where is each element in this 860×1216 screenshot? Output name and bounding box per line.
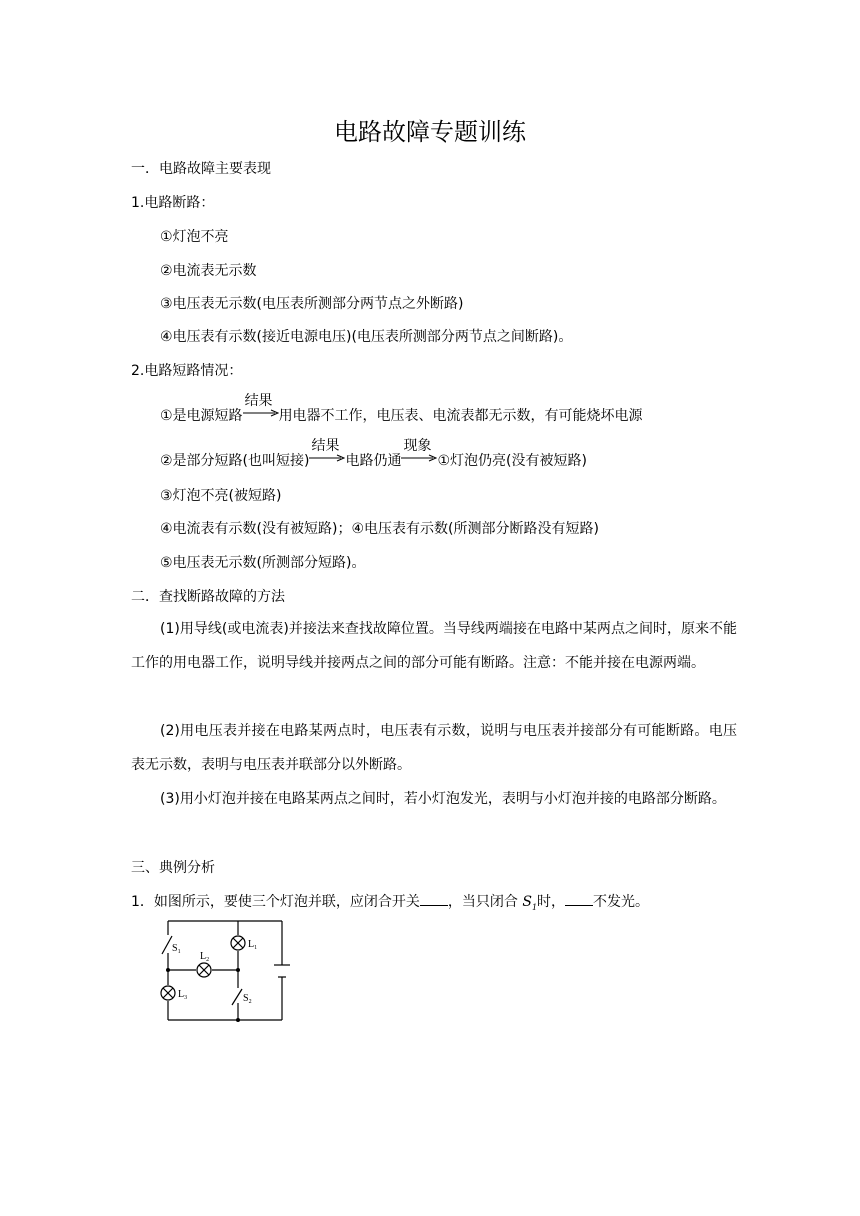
- label-s1: $S_1$: [172, 943, 181, 955]
- question-1-text-3: 时，: [537, 894, 566, 910]
- method-paragraph-1: (1)用导线(或电流表)并接法来查找故障位置。当导线两端接在电路中某两点之间时，原来不能工作的用电器工作，说明导线并接两点之间的部分可能有断路。注意：不能并接在电源两端。: [131, 621, 737, 671]
- question-1-text-2: ，当只闭合: [447, 894, 518, 910]
- question-1-text-4: 不发光。: [593, 894, 650, 910]
- result-arrow-label: 结果: [244, 393, 273, 409]
- arrow-icon: [309, 454, 345, 462]
- switch-s1-blade: [162, 936, 172, 954]
- phenomenon-arrow: [401, 438, 437, 465]
- label-l3: $L_3$: [178, 989, 188, 1001]
- result-arrow: [309, 438, 345, 465]
- short-line-1-pre: ①是电源短路: [160, 408, 243, 424]
- circuit-diagram: [150, 915, 290, 1027]
- arrow-icon: [243, 409, 279, 417]
- answer-blank-1[interactable]: [420, 893, 448, 906]
- document-title: 电路故障专题训练: [334, 118, 526, 146]
- short-item-5: ⑤电压表无示数(所测部分短路)。: [160, 555, 366, 571]
- junction-dot: [236, 1018, 240, 1022]
- short-line-1-post: 用电器不工作，电压表、电流表都无示数，有可能烧坏电源: [278, 408, 643, 424]
- junction-dot: [236, 968, 240, 972]
- lamp-l2: [197, 963, 211, 977]
- open-item-2: ②电流表无示数: [160, 263, 257, 279]
- lamp-l3: [161, 986, 175, 1000]
- open-circuit-heading: 1.电路断路：: [131, 195, 215, 211]
- result-arrow-label: 结果: [311, 438, 340, 454]
- label-l1: $L_1$: [248, 939, 258, 951]
- switch-symbol: $S_1$: [522, 894, 538, 912]
- phenomenon-arrow-label: 现象: [403, 438, 432, 454]
- label-s2: $S_2$: [243, 993, 252, 1005]
- method-paragraph-3: (3)用小灯泡并接在电路某两点之间时，若小灯泡发光，表明与小灯泡并接的电路部分断路。: [160, 791, 726, 807]
- open-item-4: ④电压表有示数(接近电源电压)(电压表所测部分两节点之间断路)。: [160, 329, 573, 345]
- result-arrow: [243, 393, 279, 420]
- switch-s2-blade: [232, 989, 242, 1005]
- short-line-2-post: ①灯泡仍亮(没有被短路): [437, 453, 587, 469]
- short-line-2-pre: ②是部分短路(也叫短接): [160, 453, 310, 469]
- short-item-3: ③灯泡不亮(被短路): [160, 488, 282, 504]
- arrow-icon: [401, 454, 437, 462]
- junction-dot: [166, 968, 170, 972]
- section2-heading: 二．查找断路故障的方法: [131, 589, 285, 605]
- short-line-2-mid: 电路仍通: [345, 453, 402, 469]
- section3-heading: 三、典例分析: [131, 860, 215, 876]
- short-line-1: [160, 393, 643, 425]
- answer-blank-2[interactable]: [565, 893, 593, 906]
- open-item-1: ①灯泡不亮: [160, 229, 229, 245]
- label-l2: $L_2$: [200, 951, 210, 963]
- section1-heading: 一．电路故障主要表现: [131, 161, 271, 177]
- short-item-4: ④电流表有示数(没有被短路)；④电压表有示数(所测部分断路没有短路): [160, 521, 599, 537]
- lamp-l1: [231, 936, 245, 950]
- open-item-3: ③电压表无示数(电压表所测部分两节点之外断路): [160, 296, 464, 312]
- method-paragraph-2: (2)用电压表并接在电路某两点时，电压表有示数，说明与电压表并接部分有可能断路。电压表无示数，表明与电压表并联部分以外断路。: [131, 723, 737, 773]
- question-1: [131, 891, 649, 912]
- question-1-text: 1．如图所示，要使三个灯泡并联，应闭合开关: [131, 894, 420, 910]
- short-circuit-heading: 2.电路短路情况：: [131, 363, 243, 379]
- short-line-2: [160, 438, 587, 470]
